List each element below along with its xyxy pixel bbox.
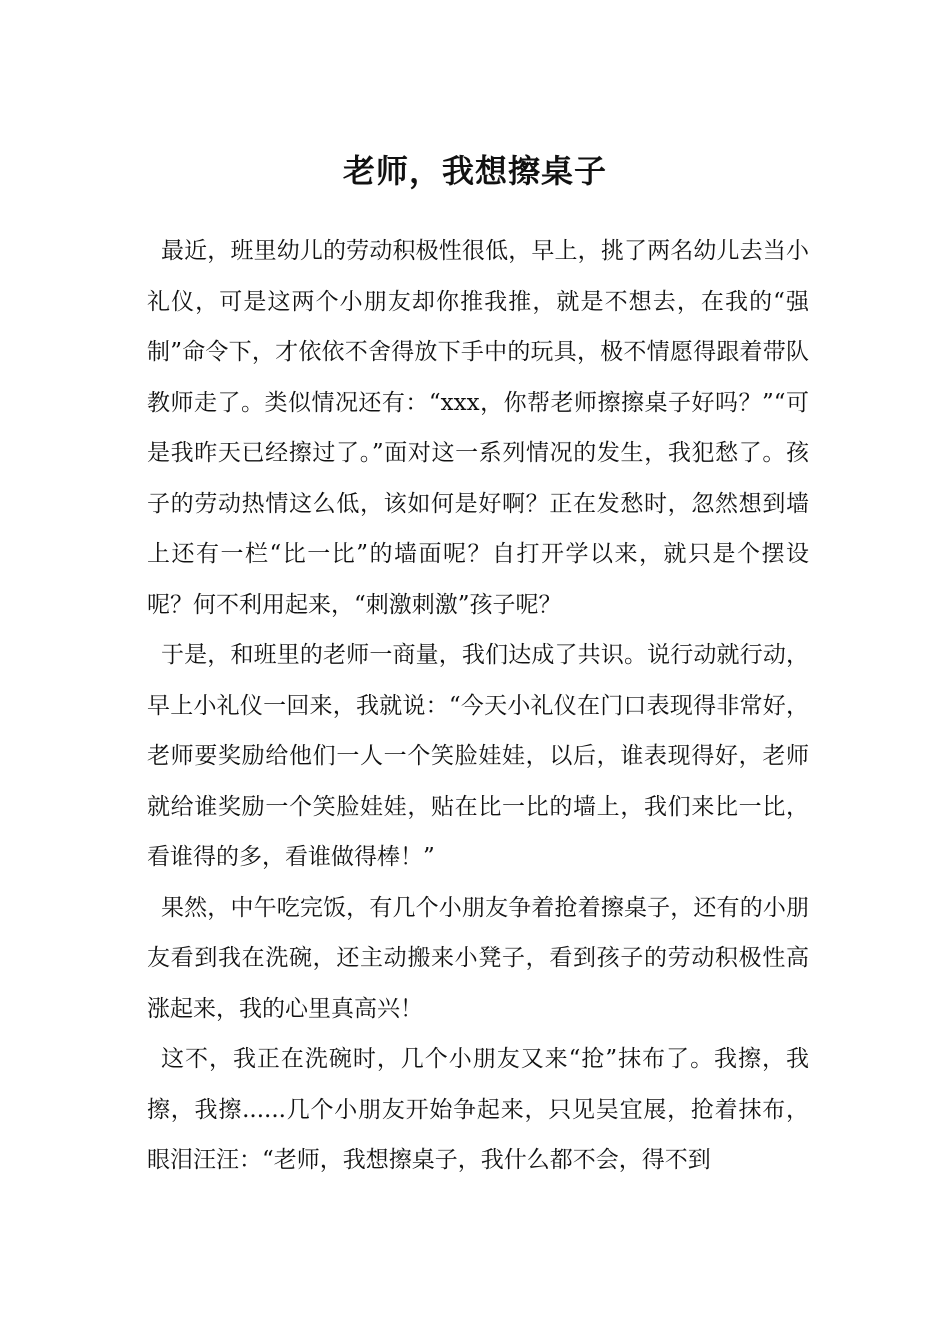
document-title: 老师，我想擦桌子 [342, 152, 607, 191]
paragraph-3: 果然，中午吃完饭，有几个小朋友争着抢着擦桌子，还有的小朋友看到我在洗碗，还主动搬来小凳子，看到孩子的劳动积极性高涨起来，我的心里真高兴！ [147, 894, 809, 1022]
paragraph-1: 最近，班里幼儿的劳动积极性很低，早上，挑了两名幼儿去当小礼仪，可是这两个小朋友却你推我推，就是不想去，在我的“强制”命令下，才依依不舍得放下手中的玩具，极不情愿得跟着带队教师走了。类似情况还有：“xxx，你帮老师擦擦桌子好吗？”“可是我昨天已经擦过了。”面对这一系列情况的发生，我犯愁了。孩子的劳动热情这么低，该如何是好啊？正在发愁时，忽然想到墙上还有一栏“比一比”的墙面呢？自打开学以来，就只是个摆设呢？何不利用起来，“刺激刺激”孩子呢？ [147, 238, 809, 618]
paragraph-4: 这不，我正在洗碗时，几个小朋友又来“抢”抹布了。我擦，我擦，我擦......几个小朋友开始争起来，只见吴宜展，抢着抹布，眼泪汪汪：“老师，我想擦桌子，我什么都不会，得不到 [147, 1046, 809, 1173]
paragraph-2: 于是，和班里的老师一商量，我们达成了共识。说行动就行动，早上小礼仪一回来，我就说：“今天小礼仪在门口表现得非常好，老师要奖励给他们一人一个笑脸娃娃，以后，谁表现得好，老师就给谁奖励一个笑脸娃娃，贴在比一比的墙上，我们来比一比，看谁得的多，看谁做得棒！” [147, 642, 809, 870]
document-body [147, 226, 809, 1186]
